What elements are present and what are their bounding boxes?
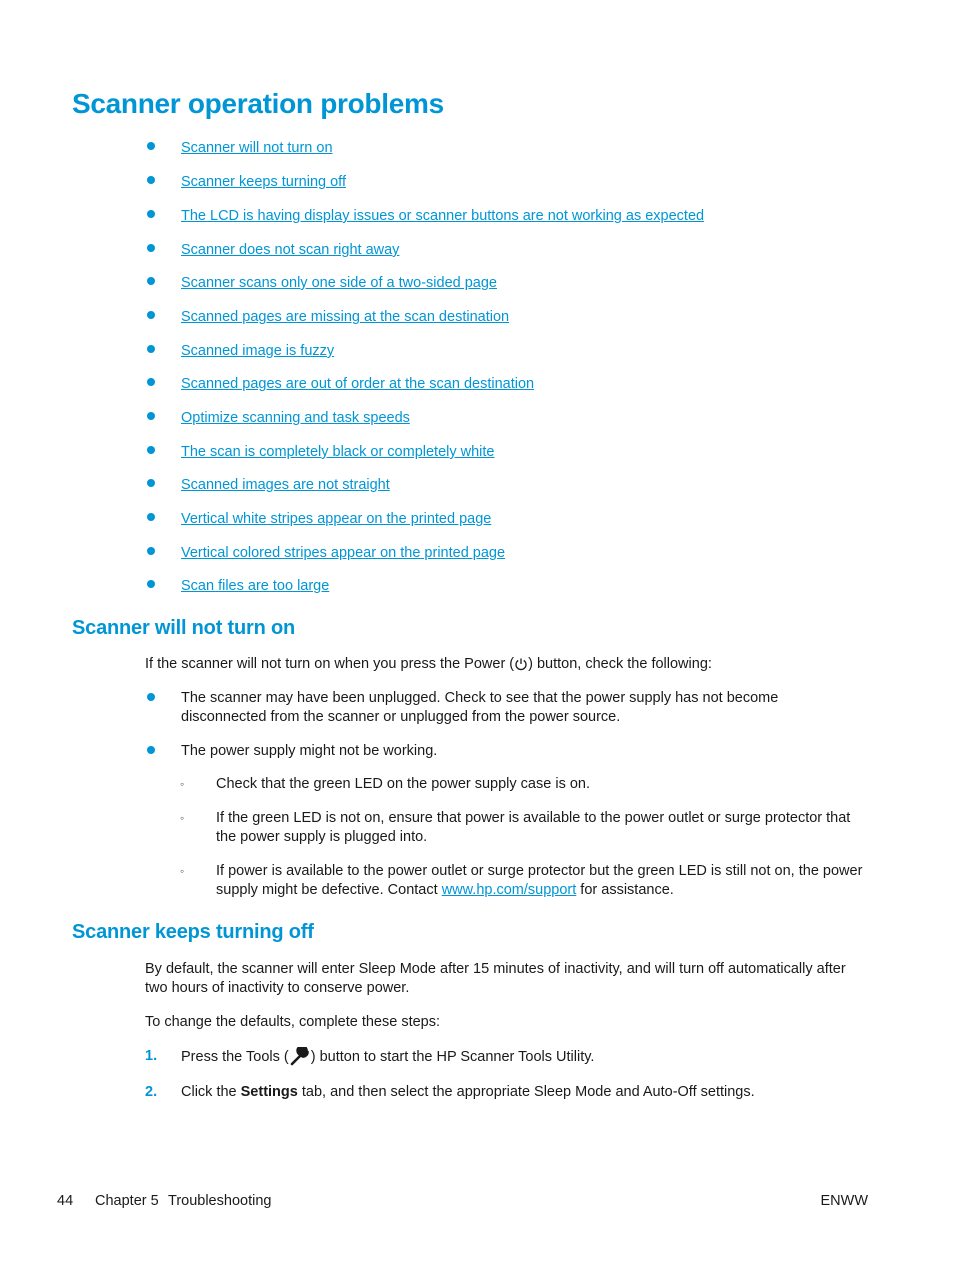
bullet-icon	[147, 311, 155, 319]
step-item	[145, 1047, 865, 1069]
bullet-icon	[147, 176, 155, 184]
settings-tab-label: Settings	[240, 1084, 298, 1100]
power-icon	[514, 657, 528, 671]
circle-bullet-icon: ◦	[180, 811, 185, 825]
section-heading: Scanner keeps turning off	[72, 921, 314, 943]
footer-chapter-title: Troubleshooting	[168, 1193, 272, 1209]
step-text-part: Click the	[181, 1084, 241, 1100]
sub-list-item-text: Check that the green LED on the power supply case is on.	[216, 776, 590, 792]
page-number: 44	[57, 1193, 74, 1209]
support-link[interactable]: www.hp.com/support	[441, 882, 577, 898]
list-item	[145, 742, 865, 762]
paragraph: To change the defaults, complete these steps:	[145, 1014, 441, 1030]
bullet-icon	[147, 580, 155, 588]
intro-text: ) button, check the following:	[528, 656, 712, 672]
step-item	[145, 1083, 865, 1103]
toc-link[interactable]: Scan files are too large	[181, 578, 330, 594]
circle-bullet-icon: ◦	[180, 864, 185, 878]
paragraph: By default, the scanner will enter Sleep Mode after 15 minutes of inactivity, and will turn off automatically after two hours of inactivity to conserve power.	[145, 961, 846, 996]
page-title: Scanner operation problems	[72, 88, 444, 119]
bullet-icon	[147, 412, 155, 420]
bullet-icon	[147, 746, 155, 754]
sub-list-item-text: If the green LED is not on, ensure that power is available to the power outlet or surge protector that the power supply is plugged into.	[216, 810, 851, 845]
step-number: 2.	[145, 1084, 158, 1100]
sub-list-item	[180, 775, 870, 795]
toc-link[interactable]: Scanner keeps turning off	[181, 174, 346, 190]
list-item	[145, 689, 865, 729]
toc-link[interactable]: Scanned images are not straight	[181, 477, 390, 493]
step-text-part: tab, and then select the appropriate Sleep Mode and Auto-Off settings.	[297, 1084, 755, 1100]
step-text	[181, 1047, 594, 1067]
wrench-icon	[289, 1047, 311, 1067]
toc-link[interactable]: The scan is completely black or completely white	[181, 444, 495, 460]
footer-chapter: Chapter 5	[95, 1193, 159, 1209]
list-item-text: The scanner may have been unplugged. Check to see that the power supply has not become disconnected from the scanner or unplugged from the power source.	[181, 690, 779, 725]
step-text-part: Press the Tools (	[181, 1048, 289, 1065]
bullet-icon	[147, 479, 155, 487]
toc-link[interactable]: Optimize scanning and task speeds	[181, 410, 410, 426]
sub-text: for assistance.	[576, 882, 674, 898]
bullet-icon	[147, 513, 155, 521]
bullet-icon	[147, 547, 155, 555]
bullet-icon	[147, 244, 155, 252]
sub-list-item-text	[216, 862, 870, 900]
toc-link[interactable]: Vertical white stripes appear on the printed page	[181, 511, 492, 527]
sub-list-item	[180, 809, 870, 849]
sub-text: If power is available to the power outlet or surge protector but the green LED is still not on, the power supply might be defective. Contact	[216, 863, 863, 898]
sub-list-item	[180, 862, 870, 902]
bullet-icon	[147, 345, 155, 353]
bullet-icon	[147, 378, 155, 386]
toc-link[interactable]: Scanner scans only one side of a two-sided page	[181, 275, 497, 291]
toc-link[interactable]: The LCD is having display issues or scanner buttons are not working as expected	[181, 208, 705, 224]
bullet-icon	[147, 210, 155, 218]
list-item-text: The power supply might not be working.	[181, 743, 438, 759]
bullet-icon	[147, 446, 155, 454]
toc-link[interactable]: Vertical colored stripes appear on the printed page	[181, 545, 506, 561]
toc-link[interactable]: Scanned pages are out of order at the scan destination	[181, 376, 535, 392]
bullet-icon	[147, 277, 155, 285]
toc-link[interactable]: Scanner will not turn on	[181, 140, 333, 156]
toc-link[interactable]: Scanner does not scan right away	[181, 242, 400, 258]
intro-text: If the scanner will not turn on when you press the Power (	[145, 656, 515, 672]
bullet-icon	[147, 142, 155, 150]
step-number: 1.	[145, 1048, 158, 1064]
bullet-icon	[147, 693, 155, 701]
step-text	[181, 1083, 755, 1102]
section-heading: Scanner will not turn on	[72, 617, 295, 639]
step-text-part: ) button to start the HP Scanner Tools Utility.	[310, 1048, 595, 1065]
section-intro	[145, 655, 865, 674]
toc-link[interactable]: Scanned pages are missing at the scan destination	[181, 309, 510, 325]
footer-right: ENWW	[820, 1193, 868, 1209]
toc-link[interactable]: Scanned image is fuzzy	[181, 343, 335, 359]
circle-bullet-icon: ◦	[180, 777, 185, 791]
